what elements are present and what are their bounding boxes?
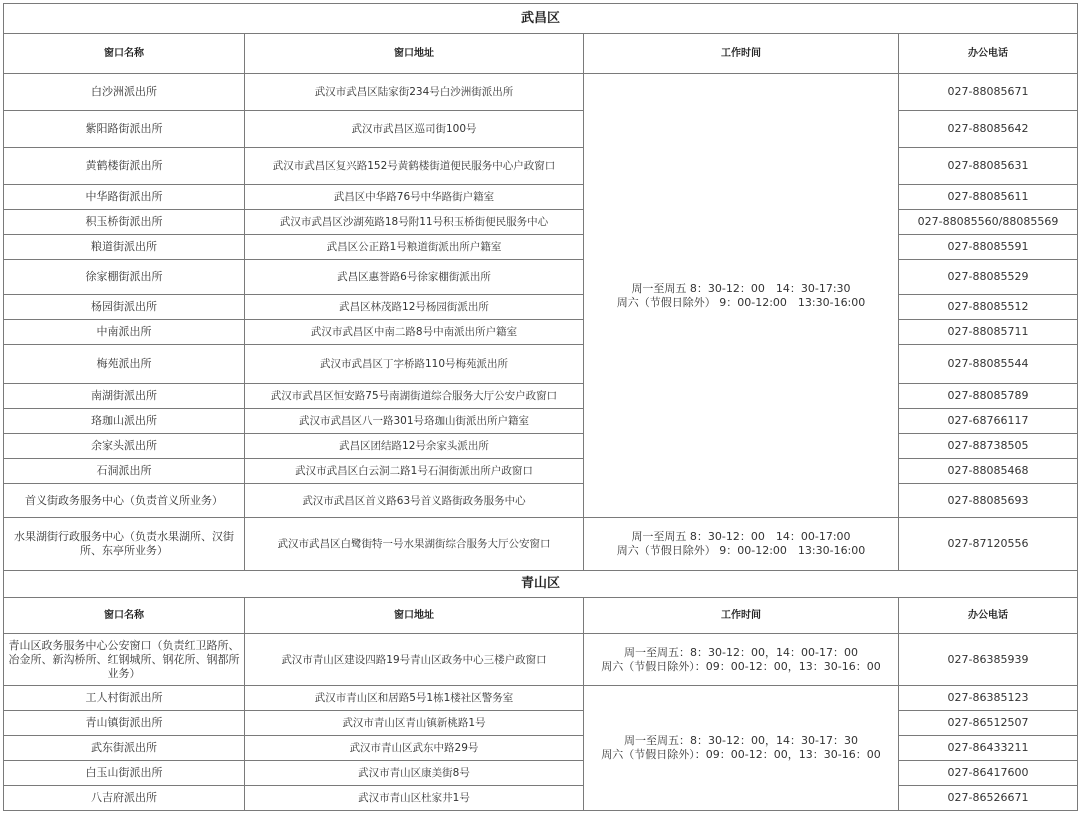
header-phone: 办公电话 [899,34,1078,74]
window-name: 白沙洲派出所 [4,74,245,111]
working-hours [584,634,899,686]
hours-saturday: 周六（节假日除外）：09：00-12：00，13：30-16：00 [601,659,881,673]
police-window-table [3,3,1078,811]
window-name: 积玉桥街派出所 [4,210,245,235]
table-row [4,260,1078,295]
table-row [4,74,1078,111]
district-title: 青山区 [4,571,1078,598]
table-row [4,686,1078,711]
window-address: 武汉市武昌区陆家街234号白沙洲街派出所 [245,74,584,111]
window-name: 首义街政务服务中心（负责首义所业务） [4,484,245,518]
window-address: 武汉市武昌区复兴路152号黄鹤楼街道便民服务中心户政窗口 [245,148,584,185]
header-hours: 工作时间 [584,598,899,634]
window-phone: 027-86385123 [899,686,1078,711]
window-name: 工人村街派出所 [4,686,245,711]
window-phone: 027-88085512 [899,295,1078,320]
table-row [4,459,1078,484]
district-row-qingshan [4,571,1078,598]
table-row [4,210,1078,235]
window-phone: 027-88085544 [899,345,1078,384]
district-row-wuchang [4,4,1078,34]
window-name: 水果湖街行政服务中心（负责水果湖所、汉街所、东亭所业务） [4,518,245,571]
window-name: 余家头派出所 [4,434,245,459]
window-address: 武汉市武昌区沙湖苑路18号附11号积玉桥街便民服务中心 [245,210,584,235]
window-address: 武汉市青山区康美街8号 [245,761,584,786]
table-row [4,484,1078,518]
window-name: 梅苑派出所 [4,345,245,384]
working-hours [584,74,899,518]
working-hours [584,518,899,571]
table-header-row [4,598,1078,634]
table-row [4,345,1078,384]
window-name: 徐家棚街派出所 [4,260,245,295]
table-row [4,148,1078,185]
table-row [4,786,1078,811]
window-name: 中南派出所 [4,320,245,345]
window-phone: 027-88085591 [899,235,1078,260]
window-phone: 027-88085560/88085569 [899,210,1078,235]
header-name: 窗口名称 [4,34,245,74]
window-phone: 027-86417600 [899,761,1078,786]
hours-weekday: 周一至周五 8：30-12：00 14：30-17:30 [631,281,851,295]
window-address: 武汉市青山区杜家井1号 [245,786,584,811]
window-address: 武汉市武昌区巡司街100号 [245,111,584,148]
table-row [4,235,1078,260]
window-phone: 027-88085631 [899,148,1078,185]
window-address: 武汉市武昌区中南二路8号中南派出所户籍室 [245,320,584,345]
window-name: 青山区政务服务中心公安窗口（负责红卫路所、冶金所、新沟桥所、红钢城所、钢花所、钢都所业务） [4,634,245,686]
window-phone: 027-88085529 [899,260,1078,295]
window-name: 武东街派出所 [4,736,245,761]
hours-weekday: 周一至周五：8：30-12：00，14：30-17：30 [624,734,858,747]
window-name: 青山镇街派出所 [4,711,245,736]
window-phone: 027-88738505 [899,434,1078,459]
window-address: 武汉市青山区建设四路19号青山区政务中心三楼户政窗口 [245,634,584,686]
window-name: 紫阳路街派出所 [4,111,245,148]
hours-saturday: 周六（节假日除外） 9：00-12:00 13:30-16:00 [616,544,866,557]
table-row [4,518,1078,571]
window-phone: 027-88085693 [899,484,1078,518]
window-phone: 027-86385939 [899,634,1078,686]
window-phone: 027-87120556 [899,518,1078,571]
table-row [4,295,1078,320]
window-name: 珞珈山派出所 [4,409,245,434]
window-name: 白玉山街派出所 [4,761,245,786]
hours-saturday: 周六（节假日除外） 9：00-12:00 13:30-16:00 [616,295,866,309]
table-row [4,320,1078,345]
table-row [4,409,1078,434]
window-name: 中华路街派出所 [4,185,245,210]
window-address: 武昌区公正路1号粮道街派出所户籍室 [245,235,584,260]
window-address: 武汉市武昌区八一路301号珞珈山街派出所户籍室 [245,409,584,434]
window-phone: 027-88085642 [899,111,1078,148]
hours-weekday: 周一至周五 8：30-12：00 14：00-17:00 [631,530,851,543]
window-address: 武汉市武昌区恒安路75号南湖街道综合服务大厅公安户政窗口 [245,384,584,409]
window-address: 武汉市青山区和居路5号1栋1楼社区警务室 [245,686,584,711]
window-name: 黄鹤楼街派出所 [4,148,245,185]
header-address: 窗口地址 [245,34,584,74]
table-row [4,736,1078,761]
window-phone: 027-88085611 [899,185,1078,210]
window-address: 武汉市武昌区白鹭街特一号水果湖街综合服务大厅公安窗口 [245,518,584,571]
working-hours [584,686,899,811]
window-phone: 027-86433211 [899,736,1078,761]
district-title: 武昌区 [4,4,1078,34]
window-name: 八吉府派出所 [4,786,245,811]
window-phone: 027-68766117 [899,409,1078,434]
table-row [4,185,1078,210]
window-phone: 027-88085711 [899,320,1078,345]
window-address: 武汉市武昌区首义路63号首义路街政务服务中心 [245,484,584,518]
header-phone: 办公电话 [899,598,1078,634]
window-address: 武汉市青山区武东中路29号 [245,736,584,761]
table-row [4,761,1078,786]
window-address: 武昌区林茂路12号杨园街派出所 [245,295,584,320]
table-header-row [4,34,1078,74]
window-phone: 027-88085671 [899,74,1078,111]
window-address: 武汉市武昌区丁字桥路110号梅苑派出所 [245,345,584,384]
window-address: 武昌区团结路12号余家头派出所 [245,434,584,459]
header-address: 窗口地址 [245,598,584,634]
window-address: 武汉市青山区青山镇新桃路1号 [245,711,584,736]
hours-weekday: 周一至周五：8：30-12：00，14：00-17：00 [624,645,858,659]
window-address: 武汉市武昌区白云洞二路1号石洞街派出所户政窗口 [245,459,584,484]
window-address: 武昌区惠誉路6号徐家棚街派出所 [245,260,584,295]
window-name: 杨园街派出所 [4,295,245,320]
window-phone: 027-86512507 [899,711,1078,736]
window-address: 武昌区中华路76号中华路街户籍室 [245,185,584,210]
table-row [4,711,1078,736]
header-name: 窗口名称 [4,598,245,634]
window-phone: 027-86526671 [899,786,1078,811]
table-row [4,434,1078,459]
header-hours: 工作时间 [584,34,899,74]
window-phone: 027-88085468 [899,459,1078,484]
window-name: 南湖街派出所 [4,384,245,409]
table-row [4,111,1078,148]
table-row [4,384,1078,409]
hours-saturday: 周六（节假日除外）：09：00-12：00，13：30-16：00 [601,748,881,761]
window-name: 粮道街派出所 [4,235,245,260]
table-row [4,634,1078,686]
window-phone: 027-88085789 [899,384,1078,409]
window-name: 石洞派出所 [4,459,245,484]
